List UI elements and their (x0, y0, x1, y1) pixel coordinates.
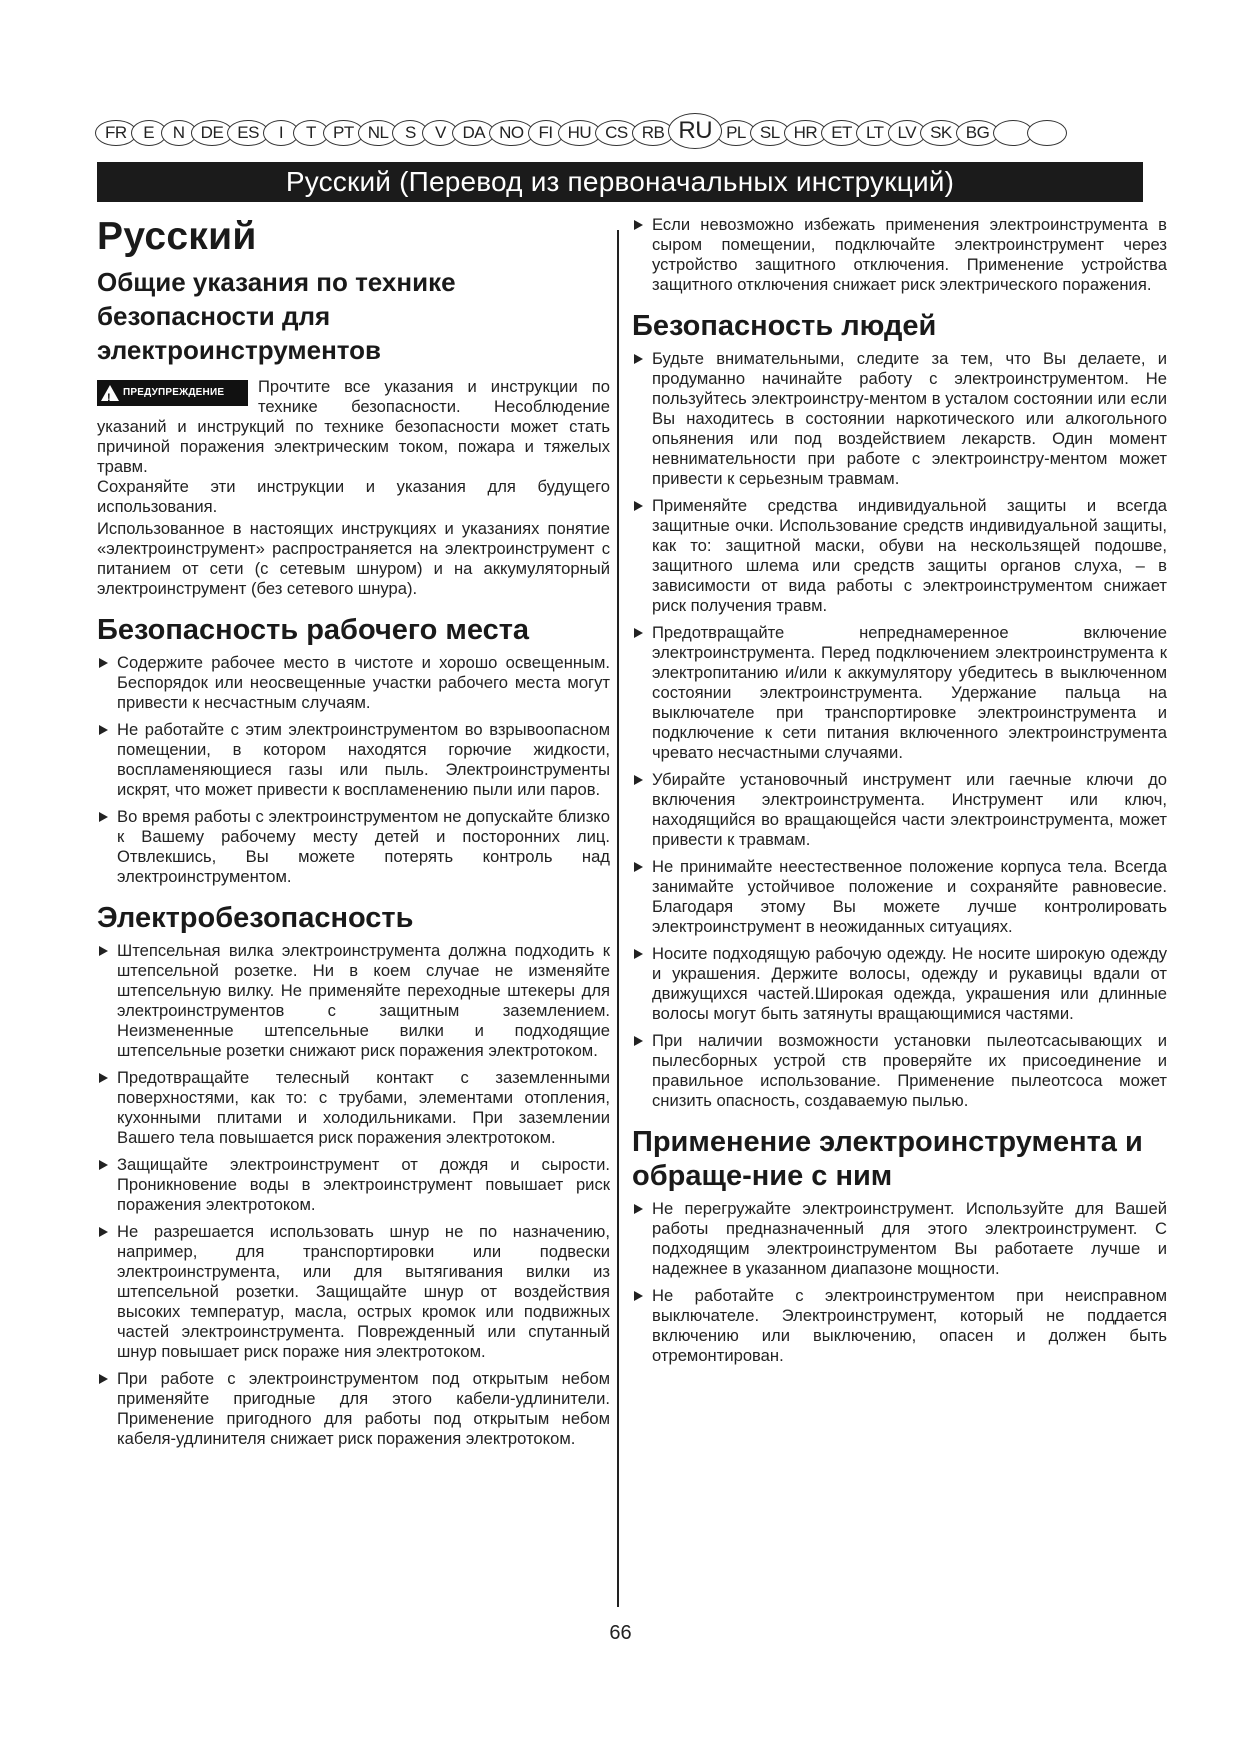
language-tab-de: DE (191, 120, 234, 146)
language-tab-fr: FR (95, 120, 137, 146)
language-tab-s: S (392, 120, 428, 146)
list-item: Не разрешается использовать шнур не по назначению, например, для транспортировки или подвески электроинструмента, или для вытягивания вилки из штепсельной розетки. Защищайте шнур от воздействия высоких температур, масла, острых кромок или подвижных частей электроинструмента. Поврежденный или спутанный шнур повышает риск пораже ния электротоком. (97, 1222, 610, 1362)
personal-safety-heading: Безопасность людей (632, 310, 937, 342)
list-item: Не работайте с электроинструментом при неисправном выключателе. Электроинструмент, который не поддается включению или выключению, опасен и должен быть отремонтирован. (632, 1286, 1167, 1366)
language-tab-cs: CS (595, 120, 638, 146)
right-column (632, 215, 1167, 1373)
page-number: 66 (609, 1622, 632, 1644)
language-tab-et: ET (821, 120, 862, 146)
list-item: Не принимайте неестественное положение корпуса тела. Всегда занимайте устойчивое положение и сохраняйте равновесие. Благодаря этому Вы можете лучше контролировать электроинструмент в неожиданных ситуациях. (632, 857, 1167, 937)
language-tab-pt: PT (323, 120, 364, 146)
list-item: При наличии возможности установки пылеотсасывающих и пылесборных устрой ств проверяйте их присоединение и правильное использование. Применение пылеотсоса может снизить опасность, создаваемую пылью. (632, 1031, 1167, 1111)
list-item: Не работайте с этим электроинструментом во взрывоопасном помещении, в котором находятся горючие жидкости, воспламеняющиеся газы или пыль. Электроинструменты искрят, что может привести к воспламенению пыли или паров. (97, 720, 610, 800)
list-item: Будьте внимательными, следите за тем, что Вы делаете, и продуманно начинайте работу с электроинструментом. Не пользуйтесь электроинстру-ментом в усталом состоянии или если Вы находитесь в состоянии наркотического или алкогольного опьянения или под воздействием лекарств. Один момент невнимательности при работе с электроинстру-ментом может привести к серьезным травмам. (632, 349, 1167, 489)
title-bar-text: Русский (Перевод из первоначальных инструкций) (285, 166, 955, 197)
language-tab-fi: FI (528, 120, 564, 146)
language-tab-lv: LV (888, 120, 927, 146)
list-item: При работе с электроинструментом под открытым небом применяйте пригодные для этого кабели-удлинители. Применение пригодного для работы под открытым небом кабеля-удлинителя снижает риск поражения электротоком. (97, 1369, 610, 1449)
list-item: Предотвращайте непреднамеренное включение электроинструмента. Перед подключением электроинструмента к электропитанию и/или к аккумулятору убедитесь в выключенном состоянии электроинструмента. Удержание пальца на выключателе при транспортировке электроинструмента и подключение к сети питания включенного электроинструмента чревато несчастными случаями. (632, 623, 1167, 763)
general-safety-subheading: Общие указания по технике безопасности для электроинструментов (97, 267, 456, 365)
language-tab-rb: RB (632, 120, 675, 146)
language-tab-nl: NL (358, 120, 399, 146)
language-tab-lt: LT (856, 120, 894, 146)
list-item: Предотвращайте телесный контакт с заземленными поверхностями, как то: с трубами, элементами отопления, кухонными плитами и холодильниками. При заземлении Вашего тела повышается риск поражения электротоком. (97, 1068, 610, 1148)
language-tab-v: V (422, 120, 458, 146)
list-item: Защищайте электроинструмент от дождя и сырости. Проникновение воды в электроинструмент повышает риск поражения электротоком. (97, 1155, 610, 1215)
language-tabs (95, 118, 1145, 148)
language-tab-da: DA (452, 120, 495, 146)
language-tab-hu: HU (558, 120, 602, 146)
list-item: Носите подходящую рабочую одежду. Не носите широкую одежду и украшения. Держите волосы, одежду и рукавицы вдали от движущихся частей.Широкая одежда, украшения или длинные волосы могут быть затянуты вращающимися частями. (632, 944, 1167, 1024)
language-tab-bg: BG (956, 120, 1000, 146)
language-tab-empty (1027, 120, 1067, 146)
language-tab-ru: RU (668, 113, 722, 149)
personal-safety-list (632, 349, 1167, 1111)
language-tab-i: I (263, 120, 299, 146)
language-tab-hr: HR (784, 120, 828, 146)
electrical-safety-heading: Электробезопасность (97, 902, 414, 934)
electrical-safety-list (97, 941, 610, 1449)
language-tab-sl: SL (750, 120, 790, 146)
list-item: Если невозможно избежать применения электроинструмента в сыром помещении, подключайте электроинструмент через устройство защитного отключения. Применение устройства защитного отключения снижает риск электрического поражения. (632, 215, 1167, 295)
language-tab-pl: PL (716, 120, 756, 146)
left-column (97, 215, 610, 1456)
tool-usage-heading: Применение электроинструмента и обраще-ние с ним (632, 1126, 1143, 1192)
language-tab-n: N (161, 120, 197, 146)
page-heading: Русский (97, 215, 257, 258)
list-item: Штепсельная вилка электроинструмента должна подходить к штепсельной розетке. Ни в коем случае не изменяйте штепсельную вилку. Не применяйте переходные штекеры для электроинструментов с защитным заземлением. Неизмененные штепсельные вилки и подходящие штепсельные розетки снижают риск поражения электротоком. (97, 941, 610, 1061)
language-tab-es: ES (227, 120, 269, 146)
language-tab-sk: SK (920, 120, 962, 146)
language-tab-t: T (293, 120, 329, 146)
tool-usage-list (632, 1199, 1167, 1366)
list-item: Не перегружайте электроинструмент. Используйте для Вашей работы предназначенный для этого электроинструмент. С подходящим электроинструментом Вы работаете лучше и надежнее в указанном диапазоне мощности. (632, 1199, 1167, 1279)
warning-block (97, 377, 610, 477)
paragraph-keep-instructions: Сохраняйте эти инструкции и указания для будущего использования. (97, 477, 610, 516)
list-item: Во время работы с электроинструментом не допускайте близко к Вашему рабочему месту детей и посторонних лиц. Отвлекшись, Вы можете потерять контроль над электроинструментом. (97, 807, 610, 887)
warning-badge (97, 380, 248, 406)
workplace-safety-heading: Безопасность рабочего места (97, 614, 530, 646)
warning-label: ПРЕДУПРЕЖДЕНИЕ (123, 387, 225, 398)
workplace-safety-list (97, 653, 610, 887)
paragraph-definition: Использованное в настоящих инструкциях и указаниях понятие «электроинструмент» распространяется на электроинструмент с питанием от сети (с сетевым шнуром) и на аккумуляторный электроинструмент (без сетевого шнура). (97, 519, 610, 598)
warning-triangle-icon: ! (101, 385, 119, 401)
electrical-safety-continued-list (632, 215, 1167, 295)
list-item: Содержите рабочее место в чистоте и хорошо освещенным. Беспорядок или неосвещенные участки рабочего места могут привести к несчастным случаям. (97, 653, 610, 713)
language-tab-e: E (131, 120, 167, 146)
column-divider (617, 230, 619, 1607)
warning-text: Прочтите все указания и инструкции по технике безопасности. Несоблюдение указаний и инструкций по технике безопасности может стать причиной поражения электрическим током, пожара и тяжелых травм. (97, 377, 610, 476)
list-item: Применяйте средства индивидуальной защиты и всегда защитные очки. Использование средств индивидуальной защиты, как то: защитной маски, обуви на нескользящей подошве, защитного шлема или средств защиты органов слуха, – в зависимости от вида работы с электроинструментом снижает риск получения травм. (632, 496, 1167, 616)
list-item: Убирайте установочный инструмент или гаечные ключи до включения электроинструмента. Инструмент или ключ, находящийся во вращающейся части электроинструмента, может привести к травмам. (632, 770, 1167, 850)
language-tab-no: NO (489, 120, 534, 146)
title-bar (97, 162, 1143, 202)
